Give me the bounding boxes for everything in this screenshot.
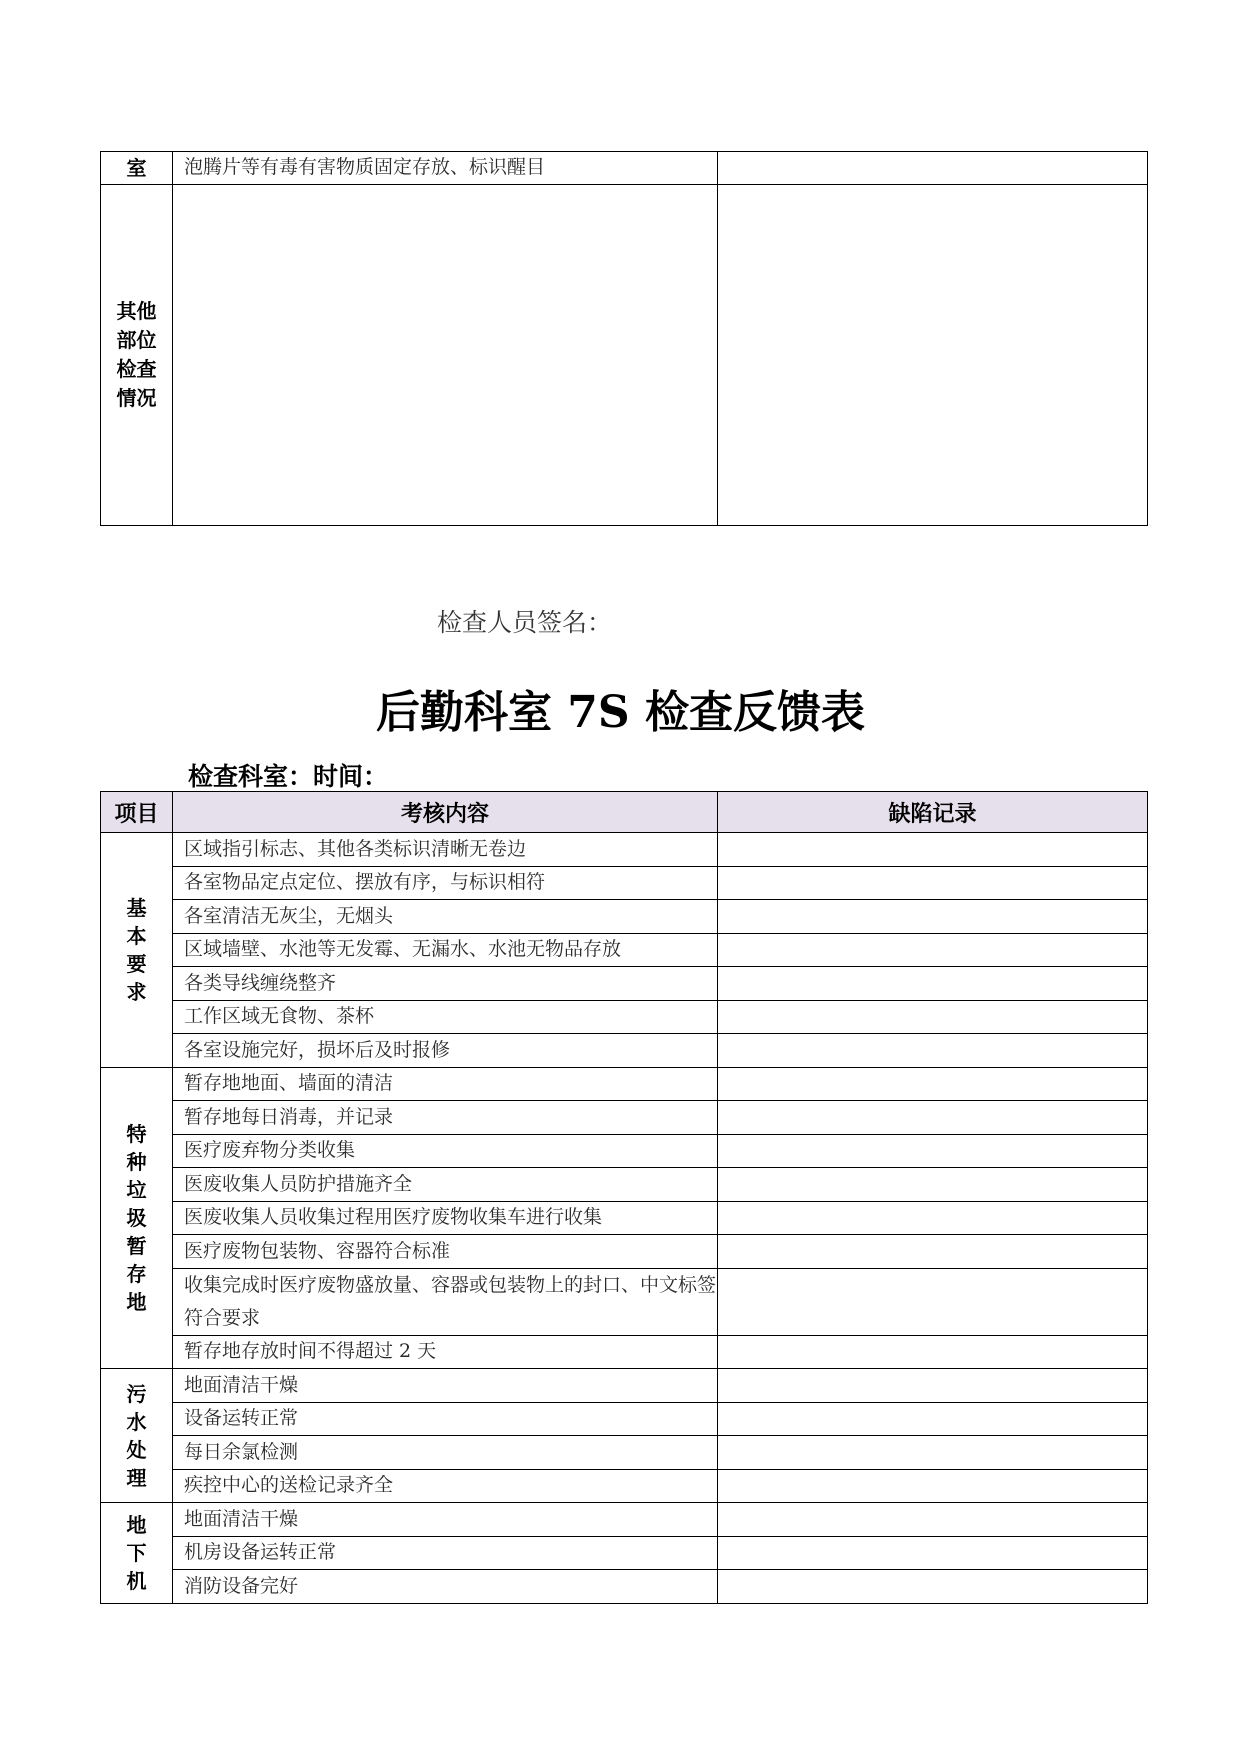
defect-record-cell[interactable] <box>718 1201 1148 1235</box>
category-char: 圾 <box>126 1205 147 1230</box>
table-row <box>101 1134 1148 1168</box>
header-row <box>101 792 1148 833</box>
table-row <box>101 1235 1148 1269</box>
header-defects: 缺陷记录 <box>718 792 1148 833</box>
table-row <box>101 866 1148 900</box>
item-cell: 地面清洁干燥 <box>173 1369 718 1403</box>
table-row <box>101 1469 1148 1503</box>
category-char: 存 <box>126 1261 147 1286</box>
item-cell: 暂存地存放时间不得超过 2 天 <box>173 1335 718 1369</box>
category-cell <box>101 1503 173 1604</box>
item-cell: 各室设施完好，损坏后及时报修 <box>173 1034 718 1068</box>
category-char: 机 <box>126 1568 147 1593</box>
category-char: 理 <box>126 1465 147 1490</box>
table-row <box>101 1268 1148 1335</box>
defect-record-cell[interactable] <box>718 1067 1148 1101</box>
category-cell <box>101 1369 173 1503</box>
table-row <box>101 1168 1148 1202</box>
defect-record-cell[interactable] <box>718 1469 1148 1503</box>
defect-record-cell[interactable] <box>718 933 1148 967</box>
category-char: 本 <box>126 923 147 948</box>
item-cell: 泡腾片等有毒有害物质固定存放、标识醒目 <box>173 152 718 185</box>
item-cell: 各室清洁无灰尘，无烟头 <box>173 900 718 934</box>
signature-label: 检查人员签名： <box>437 608 613 637</box>
category-cell <box>101 1067 173 1369</box>
defect-record-cell[interactable] <box>718 967 1148 1001</box>
meta-line: 检查科室：时间： <box>188 762 389 791</box>
item-cell: 各类导线缠绕整齐 <box>173 967 718 1001</box>
defect-record-cell[interactable] <box>718 1536 1148 1570</box>
category-char: 求 <box>126 979 147 1004</box>
defect-record-cell[interactable] <box>718 184 1148 525</box>
defect-record-cell[interactable] <box>718 1235 1148 1269</box>
category-char: 污 <box>126 1381 147 1406</box>
item-cell: 医废收集人员防护措施齐全 <box>173 1168 718 1202</box>
item-cell[interactable] <box>173 184 718 525</box>
category-cell-other <box>101 184 173 525</box>
defect-record-cell[interactable] <box>718 1034 1148 1068</box>
category-line: 情况 <box>116 385 157 410</box>
category-char: 地 <box>126 1512 147 1537</box>
defect-record-cell[interactable] <box>718 1369 1148 1403</box>
item-cell: 工作区域无食物、茶杯 <box>173 1000 718 1034</box>
item-cell: 收集完成时医疗废物盛放量、容器或包装物上的封口、中文标签符合要求 <box>173 1268 718 1335</box>
item-cell: 机房设备运转正常 <box>173 1536 718 1570</box>
table-row <box>101 1503 1148 1537</box>
table-row <box>101 1067 1148 1101</box>
table-row <box>101 184 1148 525</box>
item-cell: 暂存地地面、墙面的清洁 <box>173 1067 718 1101</box>
category-char: 下 <box>126 1540 147 1565</box>
defect-record-cell[interactable] <box>718 1101 1148 1135</box>
table-row <box>101 1369 1148 1403</box>
table-row <box>101 1436 1148 1470</box>
category-line: 其他 <box>116 298 157 323</box>
category-char: 水 <box>126 1409 147 1434</box>
item-cell: 地面清洁干燥 <box>173 1503 718 1537</box>
item-cell: 医疗废物包装物、容器符合标准 <box>173 1235 718 1269</box>
item-cell: 疾控中心的送检记录齐全 <box>173 1469 718 1503</box>
category-char: 种 <box>126 1149 147 1174</box>
defect-record-cell[interactable] <box>718 1000 1148 1034</box>
table-row <box>101 1101 1148 1135</box>
item-cell: 区域指引标志、其他各类标识清晰无卷边 <box>173 833 718 867</box>
defect-record-cell[interactable] <box>718 1168 1148 1202</box>
item-cell: 暂存地每日消毒，并记录 <box>173 1101 718 1135</box>
category-cell: 室 <box>101 152 173 185</box>
defect-record-cell[interactable] <box>718 1402 1148 1436</box>
feedback-table <box>100 791 1148 1604</box>
category-char: 暂 <box>126 1233 147 1258</box>
defect-record-cell[interactable] <box>718 1335 1148 1369</box>
header-project: 项目 <box>101 792 173 833</box>
table-row <box>101 1536 1148 1570</box>
table-row <box>101 967 1148 1001</box>
table-row <box>101 1402 1148 1436</box>
item-cell: 各室物品定点定位、摆放有序，与标识相符 <box>173 866 718 900</box>
header-content: 考核内容 <box>173 792 718 833</box>
table-row <box>101 1201 1148 1235</box>
item-cell: 医废收集人员收集过程用医疗废物收集车进行收集 <box>173 1201 718 1235</box>
defect-record-cell[interactable] <box>718 1570 1148 1604</box>
category-char: 地 <box>126 1289 147 1314</box>
category-line: 部位 <box>116 327 157 352</box>
page-title: 后勤科室 7S 检查反馈表 <box>375 687 866 738</box>
table-row <box>101 152 1148 185</box>
item-cell: 区域墙壁、水池等无发霉、无漏水、水池无物品存放 <box>173 933 718 967</box>
defect-record-cell[interactable] <box>718 1134 1148 1168</box>
category-line: 检查 <box>116 356 157 381</box>
table-row <box>101 833 1148 867</box>
defect-record-cell[interactable] <box>718 900 1148 934</box>
category-char: 基 <box>126 895 147 920</box>
table-row <box>101 933 1148 967</box>
category-char: 垃 <box>126 1177 147 1202</box>
defect-record-cell[interactable] <box>718 866 1148 900</box>
defect-record-cell[interactable] <box>718 1268 1148 1335</box>
category-char: 特 <box>126 1121 147 1146</box>
table-row <box>101 1335 1148 1369</box>
table-row <box>101 900 1148 934</box>
category-cell <box>101 833 173 1068</box>
defect-record-cell[interactable] <box>718 1436 1148 1470</box>
item-cell: 设备运转正常 <box>173 1402 718 1436</box>
defect-record-cell[interactable] <box>718 833 1148 867</box>
item-cell: 每日余氯检测 <box>173 1436 718 1470</box>
category-char: 要 <box>126 951 147 976</box>
item-cell: 医疗废弃物分类收集 <box>173 1134 718 1168</box>
table-row <box>101 1034 1148 1068</box>
item-cell: 消防设备完好 <box>173 1570 718 1604</box>
table-row <box>101 1570 1148 1604</box>
category-char: 处 <box>126 1437 147 1462</box>
defect-record-cell[interactable] <box>718 152 1148 185</box>
top-table <box>100 151 1148 526</box>
table-row <box>101 1000 1148 1034</box>
defect-record-cell[interactable] <box>718 1503 1148 1537</box>
